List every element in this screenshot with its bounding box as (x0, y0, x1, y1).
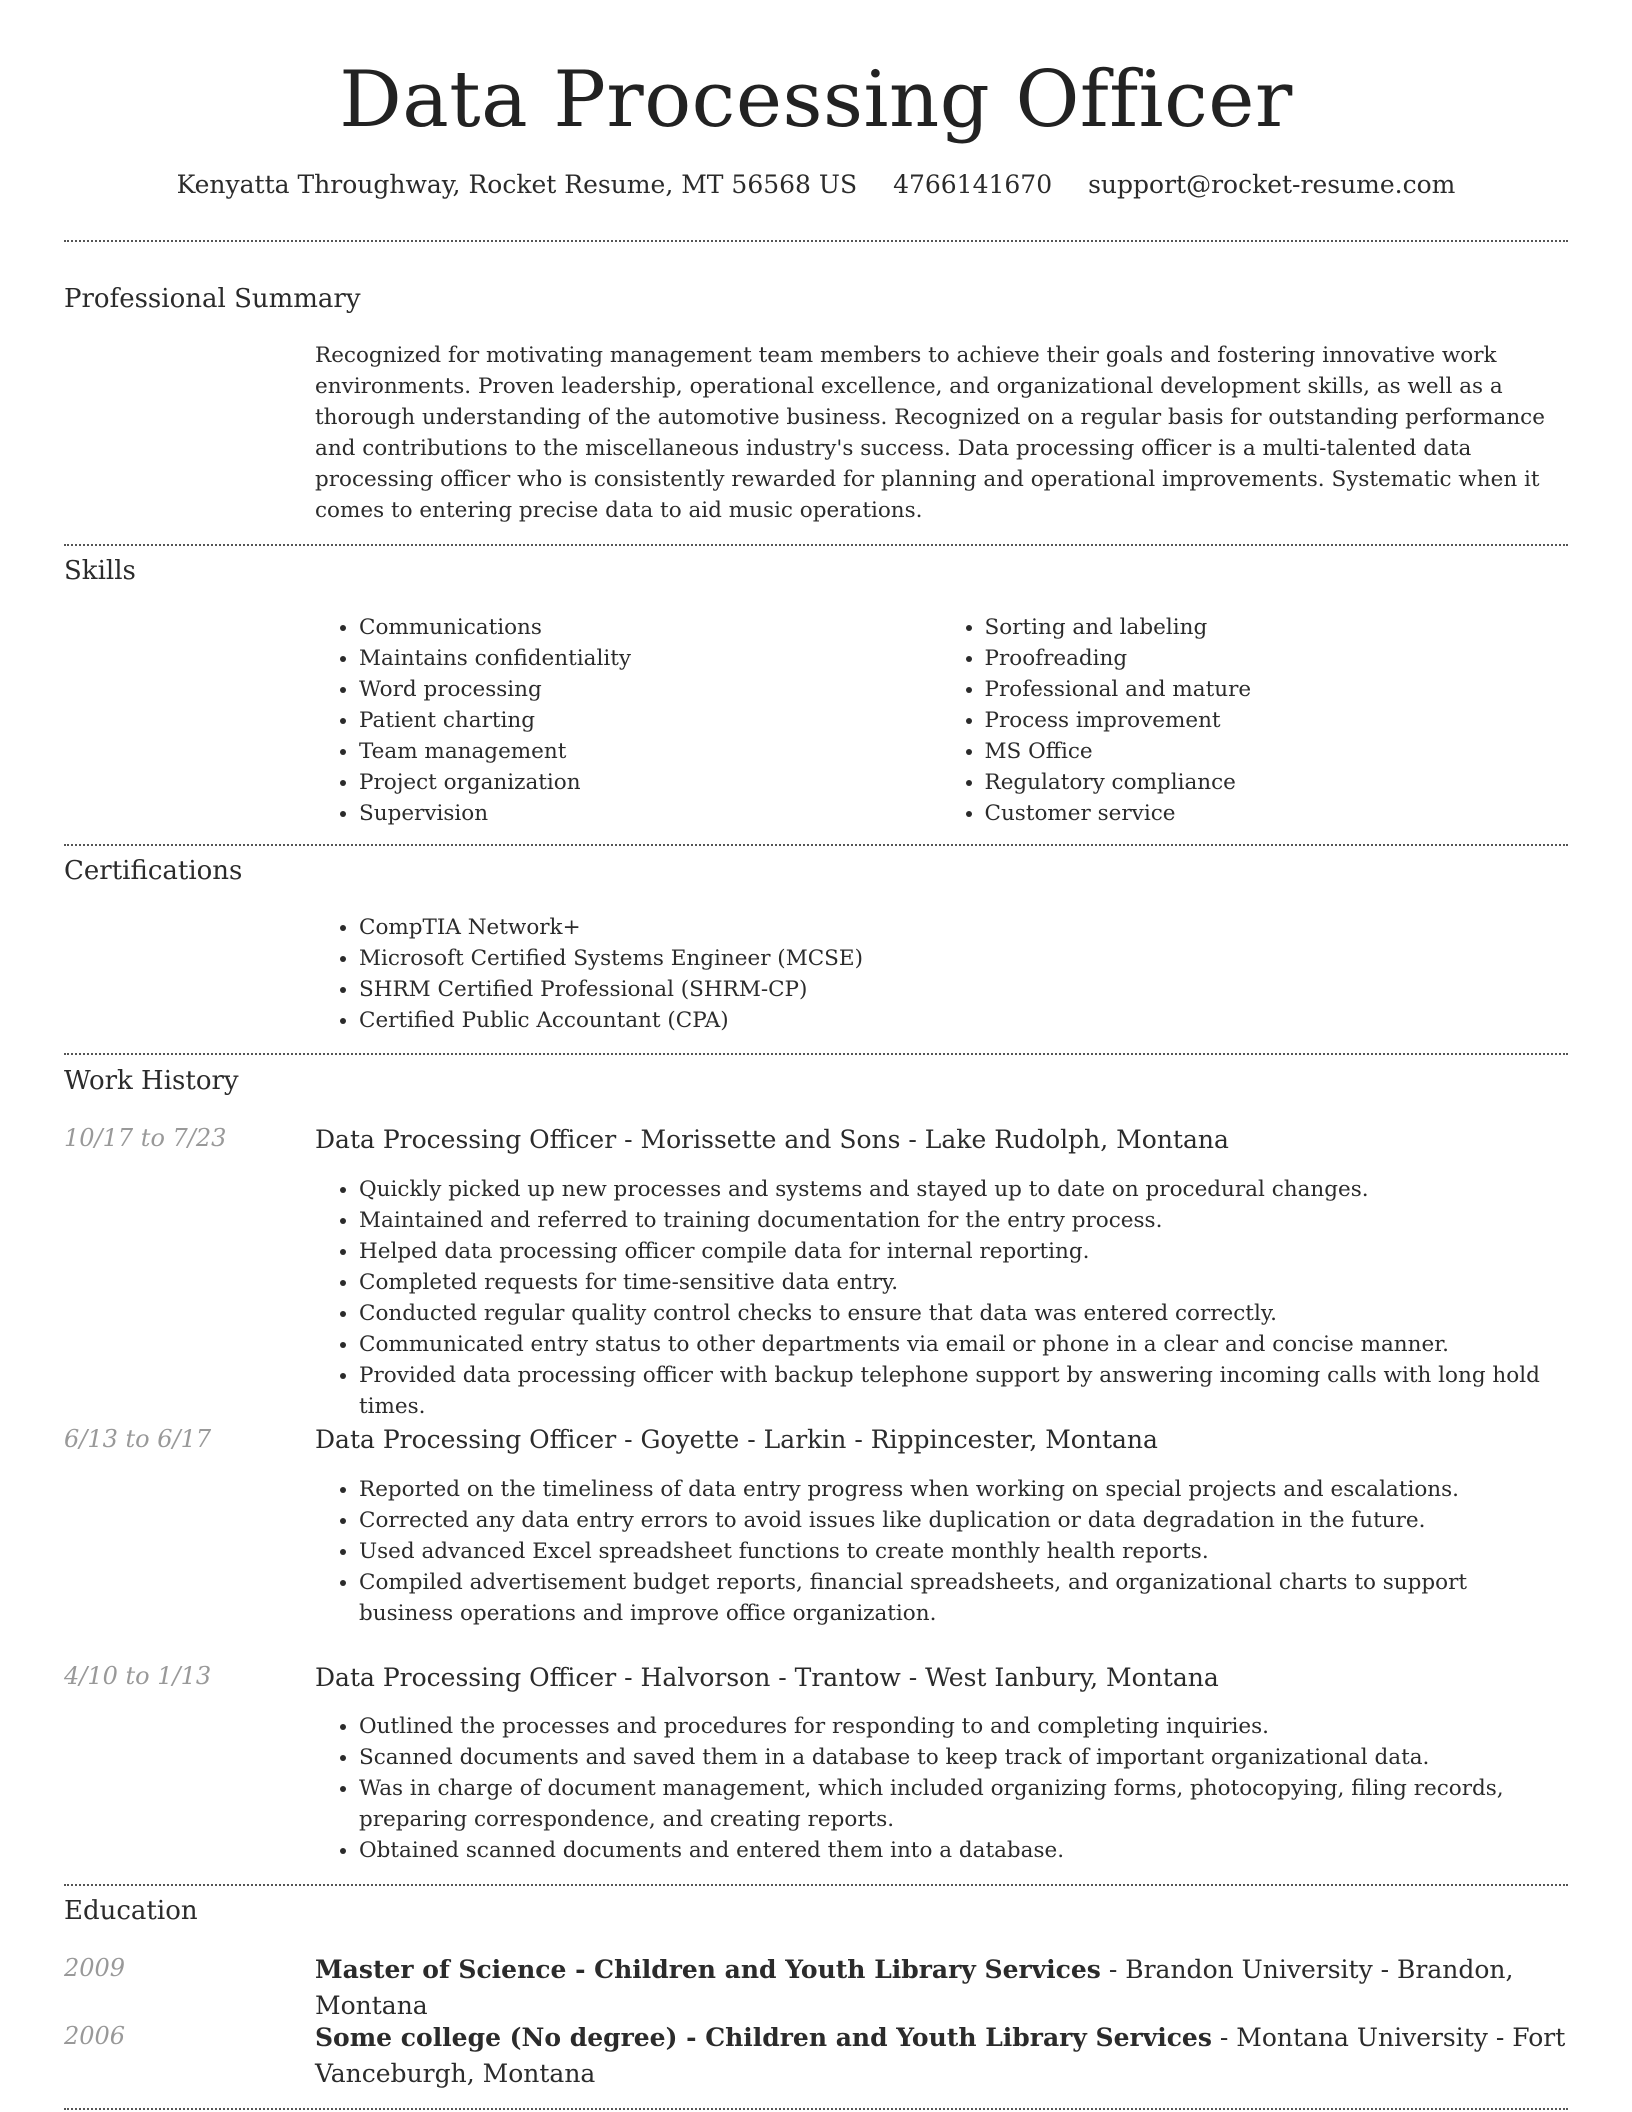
skill-item: • Professional and mature (985, 674, 1567, 705)
skill-item: • Word processing (359, 674, 941, 705)
job-title: Data Processing Officer - Goyette - Larkin - Rippincester, Montana (315, 1425, 1158, 1454)
job-dates: 10/17 to 7/23 (64, 1124, 227, 1152)
skill-item: • Project organization (359, 767, 941, 798)
skills-column-right (941, 612, 1567, 829)
job-bullet: • Conducted regular quality control checks to ensure that data was entered correctly. (359, 1298, 1566, 1329)
job-bullets (315, 1474, 1566, 1629)
skills-column-left (315, 612, 941, 829)
job-bullet: • Maintained and referred to training documentation for the entry process. (359, 1205, 1566, 1236)
contact-phone: 4766141670 (893, 170, 1053, 199)
job-bullet: • Was in charge of document management, which included organizing forms, photocopying, filing records, preparing correspondence, and creating reports. (359, 1773, 1566, 1835)
skill-item: • Sorting and labeling (985, 612, 1567, 643)
skill-item: • Communications (359, 612, 941, 643)
education-school: - Brandon University - Brandon, Montana (315, 1955, 1514, 2020)
summary-text: Recognized for motivating management team members to achieve their goals and fostering innovative work environments. Proven leadership, operational excellence, and organizational development skills, as well as a thorough understanding of the automotive business. Recognized on a regular basis for outstanding performance and contributions to the miscellaneous industry's success. Data processing officer is a multi-talented data processing officer who is consistently rewarded for planning and operational improvements. Systematic when it comes to entering precise data to aid music operations. (315, 343, 1545, 523)
certifications-list (315, 912, 1566, 1036)
divider (64, 1053, 1568, 1055)
certification-item: • Microsoft Certified Systems Engineer (MCSE) (359, 943, 1566, 974)
job-bullet: • Provided data processing officer with backup telephone support by answering incoming calls with long hold times. (359, 1360, 1566, 1422)
skill-item: • Proofreading (985, 643, 1567, 674)
job-title: Data Processing Officer - Morissette and Sons - Lake Rudolph, Montana (315, 1125, 1229, 1154)
job-bullet: • Helped data processing officer compile data for internal reporting. (359, 1236, 1566, 1267)
skills-list (315, 612, 1566, 829)
resume-header (0, 0, 1632, 199)
certification-item: • Certified Public Accountant (CPA) (359, 1005, 1566, 1036)
job-bullets (315, 1174, 1566, 1422)
skill-item: • Supervision (359, 798, 941, 829)
section-title-certifications: Certifications (64, 856, 243, 886)
divider (64, 844, 1568, 846)
divider (64, 544, 1568, 546)
divider (64, 240, 1568, 242)
skill-item: • Maintains confidentiality (359, 643, 941, 674)
divider (64, 2108, 1568, 2110)
education-entry (315, 1952, 1572, 2024)
job-bullets (315, 1711, 1566, 1866)
section-title-skills: Skills (64, 556, 136, 586)
divider (64, 1884, 1568, 1886)
job-dates: 6/13 to 6/17 (64, 1425, 212, 1453)
skill-item: • Team management (359, 736, 941, 767)
job-bullet: • Corrected any data entry errors to avoid issues like duplication or data degradation in the future. (359, 1505, 1566, 1536)
contact-address: Kenyatta Throughway, Rocket Resume, MT 56568 US (176, 170, 858, 199)
contact-email[interactable]: support@rocket-resume.com (1088, 170, 1456, 199)
skill-item: • Regulatory compliance (985, 767, 1567, 798)
certification-item: • SHRM Certified Professional (SHRM-CP) (359, 974, 1566, 1005)
job-bullet: • Obtained scanned documents and entered them into a database. (359, 1835, 1566, 1866)
job-title: Data Processing Officer - Halvorson - Trantow - West Ianbury, Montana (315, 1663, 1219, 1692)
job-bullet: • Completed requests for time-sensitive data entry. (359, 1267, 1566, 1298)
job-bullet: • Communicated entry status to other departments via email or phone in a clear and concise manner. (359, 1329, 1566, 1360)
education-degree: Some college (No degree) - Children and Youth Library Services (315, 2023, 1212, 2052)
job-bullet: • Outlined the processes and procedures for responding to and completing inquiries. (359, 1711, 1566, 1742)
job-bullet: • Scanned documents and saved them in a database to keep track of important organizational data. (359, 1742, 1566, 1773)
job-bullet: • Quickly picked up new processes and systems and stayed up to date on procedural changes. (359, 1174, 1566, 1205)
section-title-work-history: Work History (64, 1066, 239, 1096)
section-title-summary: Professional Summary (64, 284, 361, 314)
education-school: - Montana University - Fort Vanceburgh, Montana (315, 2023, 1566, 2088)
section-title-education: Education (64, 1896, 198, 1926)
education-year: 2009 (64, 1954, 126, 1982)
contact-line (0, 170, 1632, 199)
job-dates: 4/10 to 1/13 (64, 1662, 212, 1690)
job-bullet: • Compiled advertisement budget reports, financial spreadsheets, and organizational charts to support business operations and improve office organization. (359, 1567, 1566, 1629)
education-year: 2006 (64, 2022, 126, 2050)
resume-name: Data Processing Officer (339, 55, 1293, 145)
skill-item: • Process improvement (985, 705, 1567, 736)
certification-item: • CompTIA Network+ (359, 912, 1566, 943)
education-entry (315, 2020, 1572, 2092)
job-bullet: • Reported on the timeliness of data entry progress when working on special projects and escalations. (359, 1474, 1566, 1505)
skill-item: • Customer service (985, 798, 1567, 829)
skill-item: • MS Office (985, 736, 1567, 767)
skill-item: • Patient charting (359, 705, 941, 736)
education-degree: Master of Science - Children and Youth Library Services (315, 1955, 1101, 1984)
job-bullet: • Used advanced Excel spreadsheet functions to create monthly health reports. (359, 1536, 1566, 1567)
